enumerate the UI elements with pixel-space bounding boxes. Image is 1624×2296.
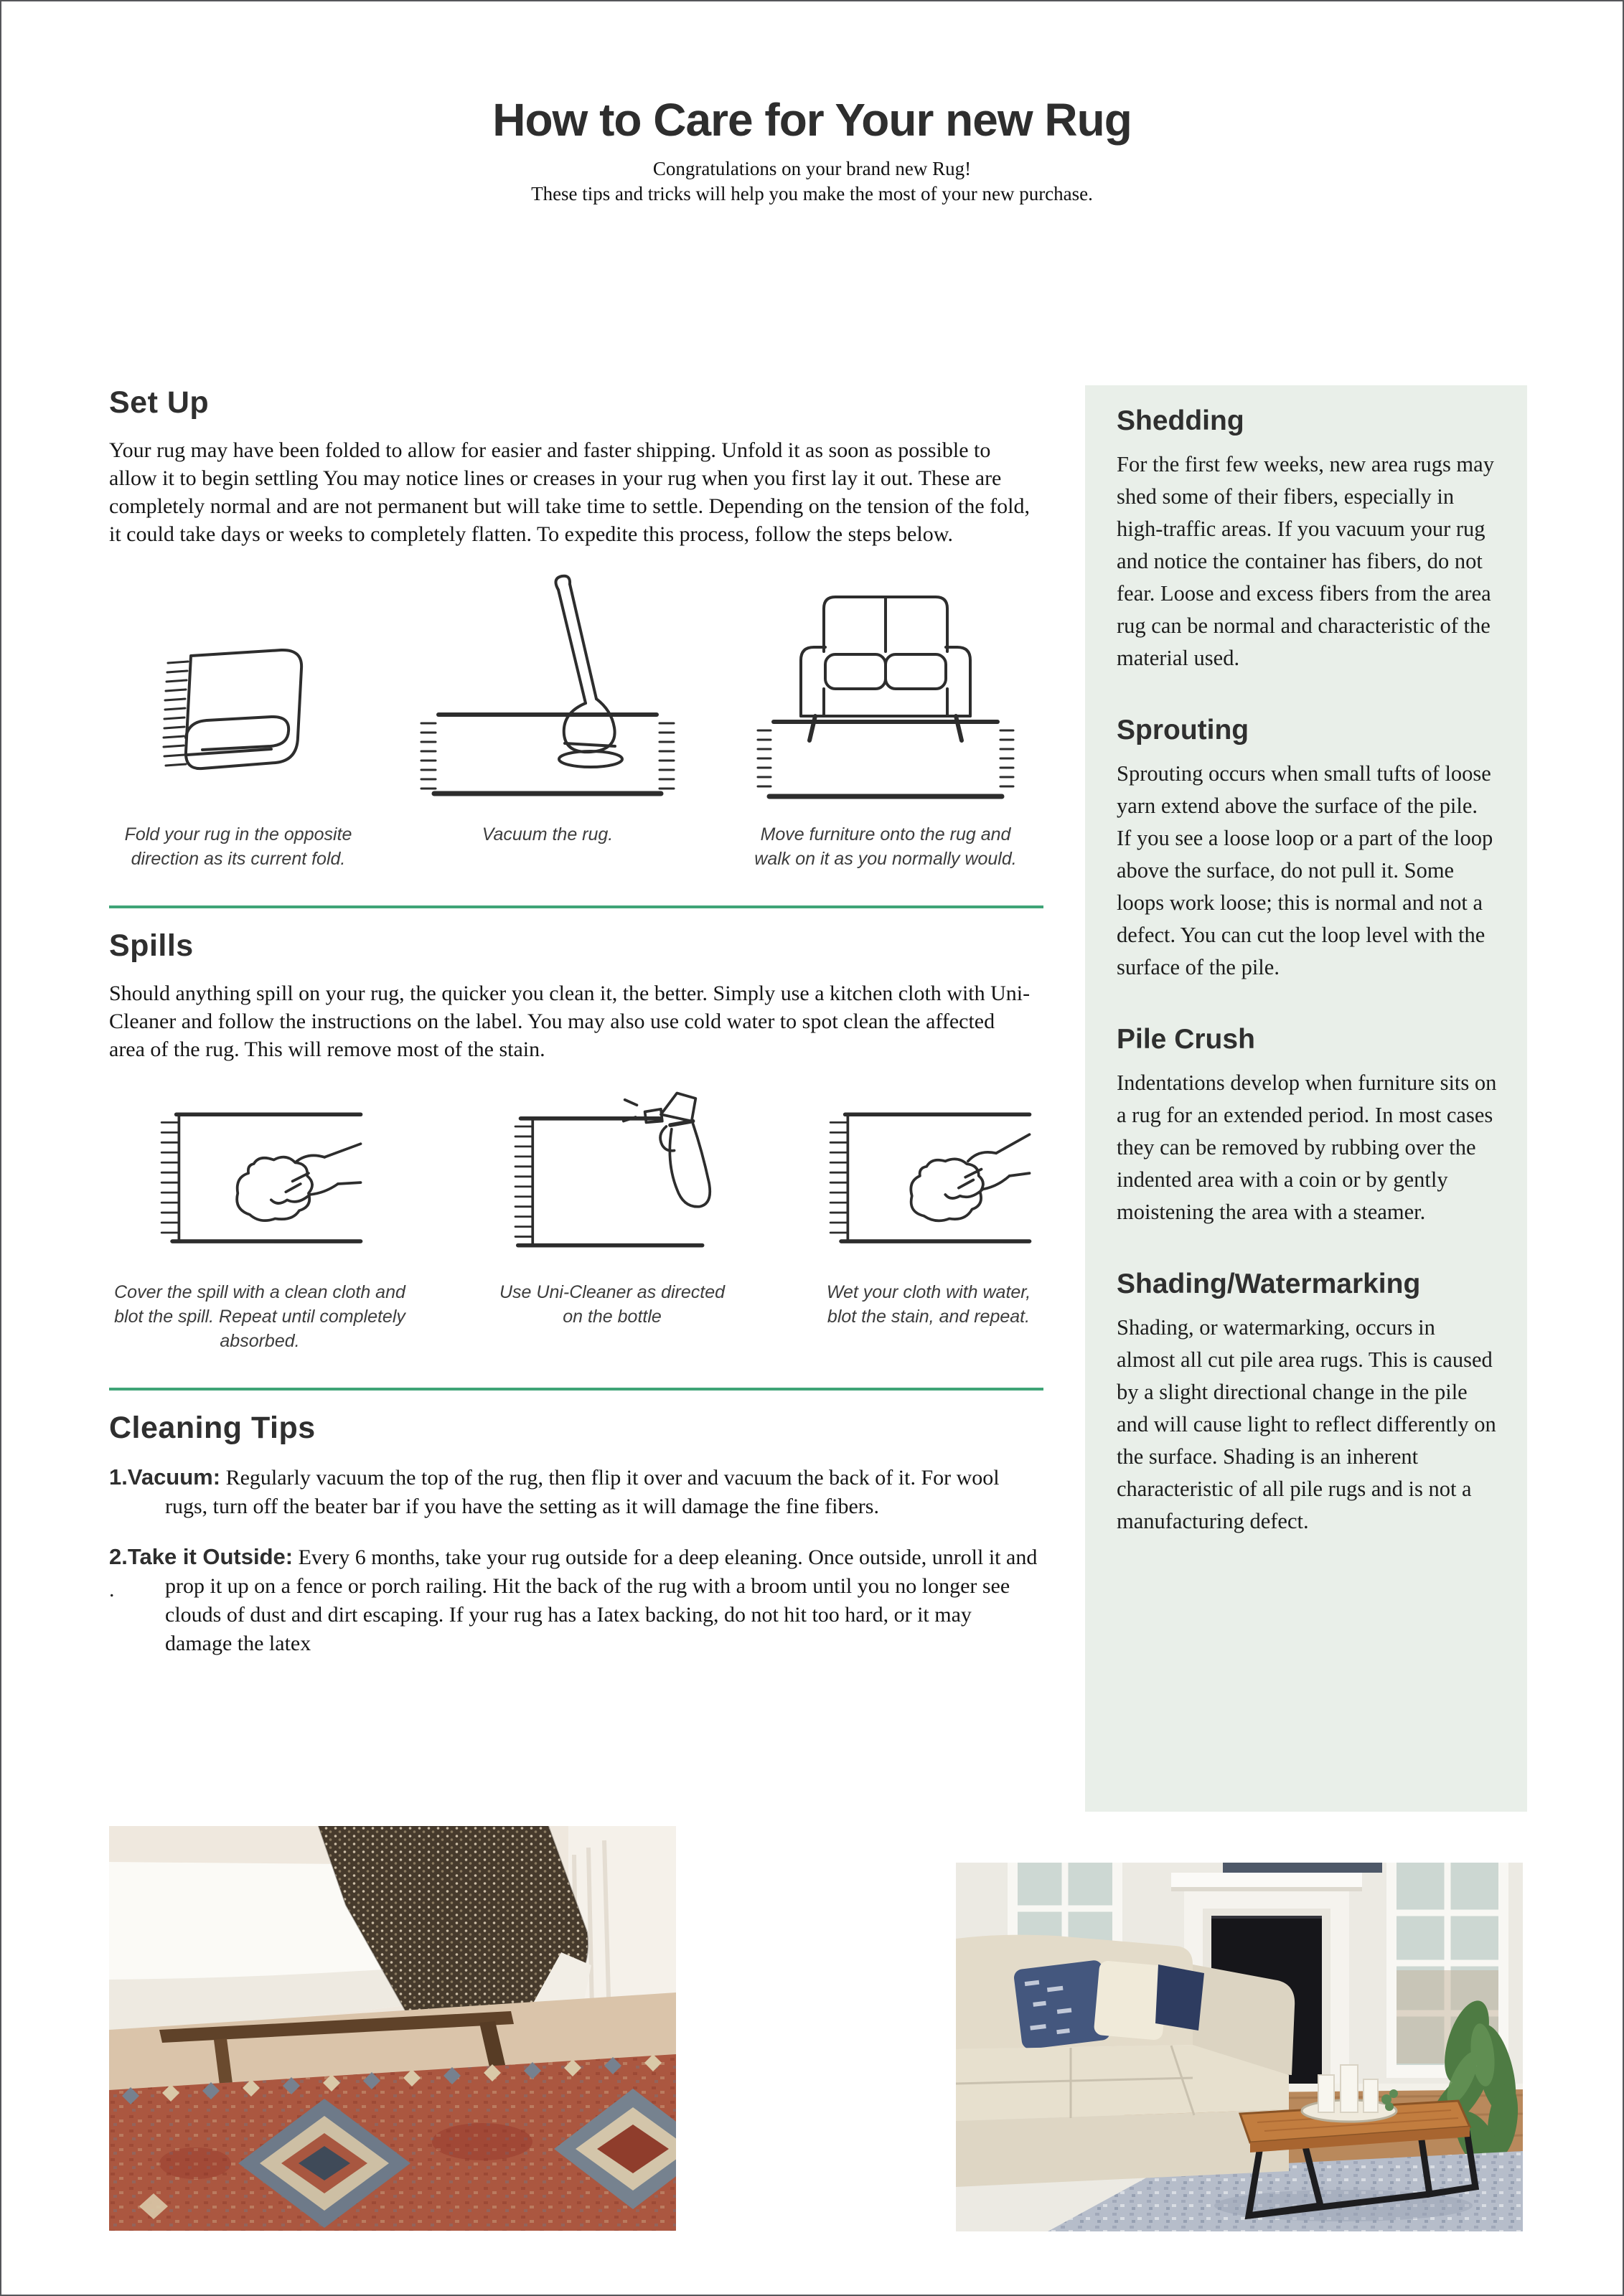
- tip-number: 1.: [109, 1464, 128, 1490]
- sidebar-body-sprouting: Sprouting occurs when small tufts of loose yarn extend above the surface of the pile. If you see a loose loop or a part of the loop above the surface, do not pull it. Some loops work loose; this is normal and not a defect. You can cut the loop level with the surface of the pile.: [1117, 761, 1493, 979]
- page-subtitle: [1, 156, 1623, 207]
- spray-bottle-icon: [494, 1088, 731, 1261]
- sidebar-heading-pile-crush: Pile Crush: [1117, 1024, 1255, 1055]
- main-column: [109, 385, 1043, 1680]
- spills-steps: [109, 1088, 1043, 1353]
- sidebar-body-pile-crush: Indentations develop when furniture sits on a rug for an extended period. In most cases they can be removed by rubbing over the indented area with a coin or by gently moistening the area with a steamer.: [1117, 1071, 1497, 1224]
- tip-label: Vacuum:: [127, 1464, 221, 1490]
- spills-heading: Spills: [109, 928, 194, 963]
- setup-paragraph: Your rug may have been folded to allow for easier and faster shipping. Unfold it as soon as possible to allow it to begin settling You may notice lines or creases in your rug when you first lay it out. These are completely normal and are not permanent but will take time to settle. Depending on the tension of the fold, it could take days or weeks to completely flatten. To expedite this process, follow the steps below.: [109, 438, 1030, 546]
- setup-step-fold: [109, 573, 367, 871]
- step-caption: Vacuum the rug.: [482, 824, 614, 844]
- cleaning-tips-heading: Cleaning Tips: [109, 1411, 316, 1445]
- cleaning-tip-outside: [109, 1543, 1043, 1658]
- tip-number: 2.: [109, 1544, 128, 1569]
- cleaning-tip-vacuum: [109, 1463, 1043, 1521]
- step-caption: Use Uni-Cleaner as directed on the bottle: [499, 1282, 726, 1327]
- subtitle-line-1: Congratulations on your brand new Rug!: [652, 158, 972, 179]
- spills-paragraph: Should anything spill on your rug, the quicker you clean it, the better. Simply use a kitchen cloth with Uni-Cleaner and follow the instructions on the label. You may also use cold water to spot clean the affected area of the rug. This will remove most of the stain.: [109, 982, 1031, 1061]
- step-caption: Wet your cloth with water, blot the stain, and repeat.: [826, 1282, 1031, 1327]
- bedroom-rug-photo: [109, 1826, 676, 2231]
- setup-steps: [109, 573, 1043, 871]
- sidebar: [1085, 385, 1527, 1812]
- sidebar-heading-shading: Shading/Watermarking: [1117, 1269, 1421, 1299]
- vacuum-icon: [411, 573, 684, 804]
- setup-step-vacuum: [390, 573, 705, 847]
- page-title: How to Care for Your new Rug: [492, 94, 1132, 146]
- section-divider: [109, 1388, 1043, 1391]
- folded-rug-icon: [131, 573, 346, 804]
- tip-text: Every 6 months, take your rug outside for a deep eleaning. Once outside, unroll it and prop it up on a fence or porch railing. Hit the back of the rug with a broom until you no longer see clouds of dust and dirt escaping. If your rug has a Iatex backing, do not hit too hard, or it may damage the latex: [165, 1545, 1038, 1655]
- step-caption: Move furniture onto the rug and walk on it as you normally would.: [754, 824, 1017, 869]
- blot-cloth-icon: [141, 1088, 378, 1261]
- spills-step-blot: [109, 1088, 410, 1353]
- spills-step-cleaner: [490, 1088, 734, 1329]
- tip-label: Take it Outside:: [127, 1544, 294, 1569]
- subtitle-line-2: These tips and tricks will help you make the most of your new purchase.: [531, 183, 1093, 204]
- sidebar-heading-sprouting: Sprouting: [1117, 715, 1249, 745]
- step-caption: Fold your rug in the opposite direction as its current fold.: [124, 824, 352, 869]
- stray-period: .: [109, 1578, 115, 1601]
- cleaning-tips-list: [109, 1463, 1043, 1658]
- tip-text: Regularly vacuum the top of the rug, then flip it over and vacuum the back of it. For wool rugs, turn off the beater bar if you have the setting as it will damage the fine fibers.: [165, 1466, 1000, 1518]
- sidebar-heading-shedding: Shedding: [1117, 405, 1244, 436]
- sidebar-body-shading: Shading, or watermarking, occurs in almost all cut pile area rugs. This is caused by a slight directional change in the pile and will cause light to reflect differently on the surface. Shading is an inherent characteristic of all pile rugs and is not a manufacturing defect.: [1117, 1315, 1496, 1533]
- setup-step-furniture: [728, 573, 1043, 871]
- sidebar-body-shedding: For the first few weeks, new area rugs may shed some of their fibers, especially in high-traffic areas. If you vacuum your rug and notice the container has fibers, do not fear. Loose and excess fibers from the area rug can be normal and characteristic of the material used.: [1117, 452, 1494, 670]
- spills-step-water: [814, 1088, 1043, 1329]
- sofa-on-rug-icon: [749, 573, 1022, 804]
- living-room-rug-photo: [956, 1863, 1523, 2231]
- step-caption: Cover the spill with a clean cloth and blot the spill. Repeat until completely absorbed.: [114, 1282, 405, 1351]
- setup-heading: Set Up: [109, 385, 210, 420]
- section-divider: [109, 905, 1043, 908]
- wet-cloth-icon: [810, 1088, 1047, 1261]
